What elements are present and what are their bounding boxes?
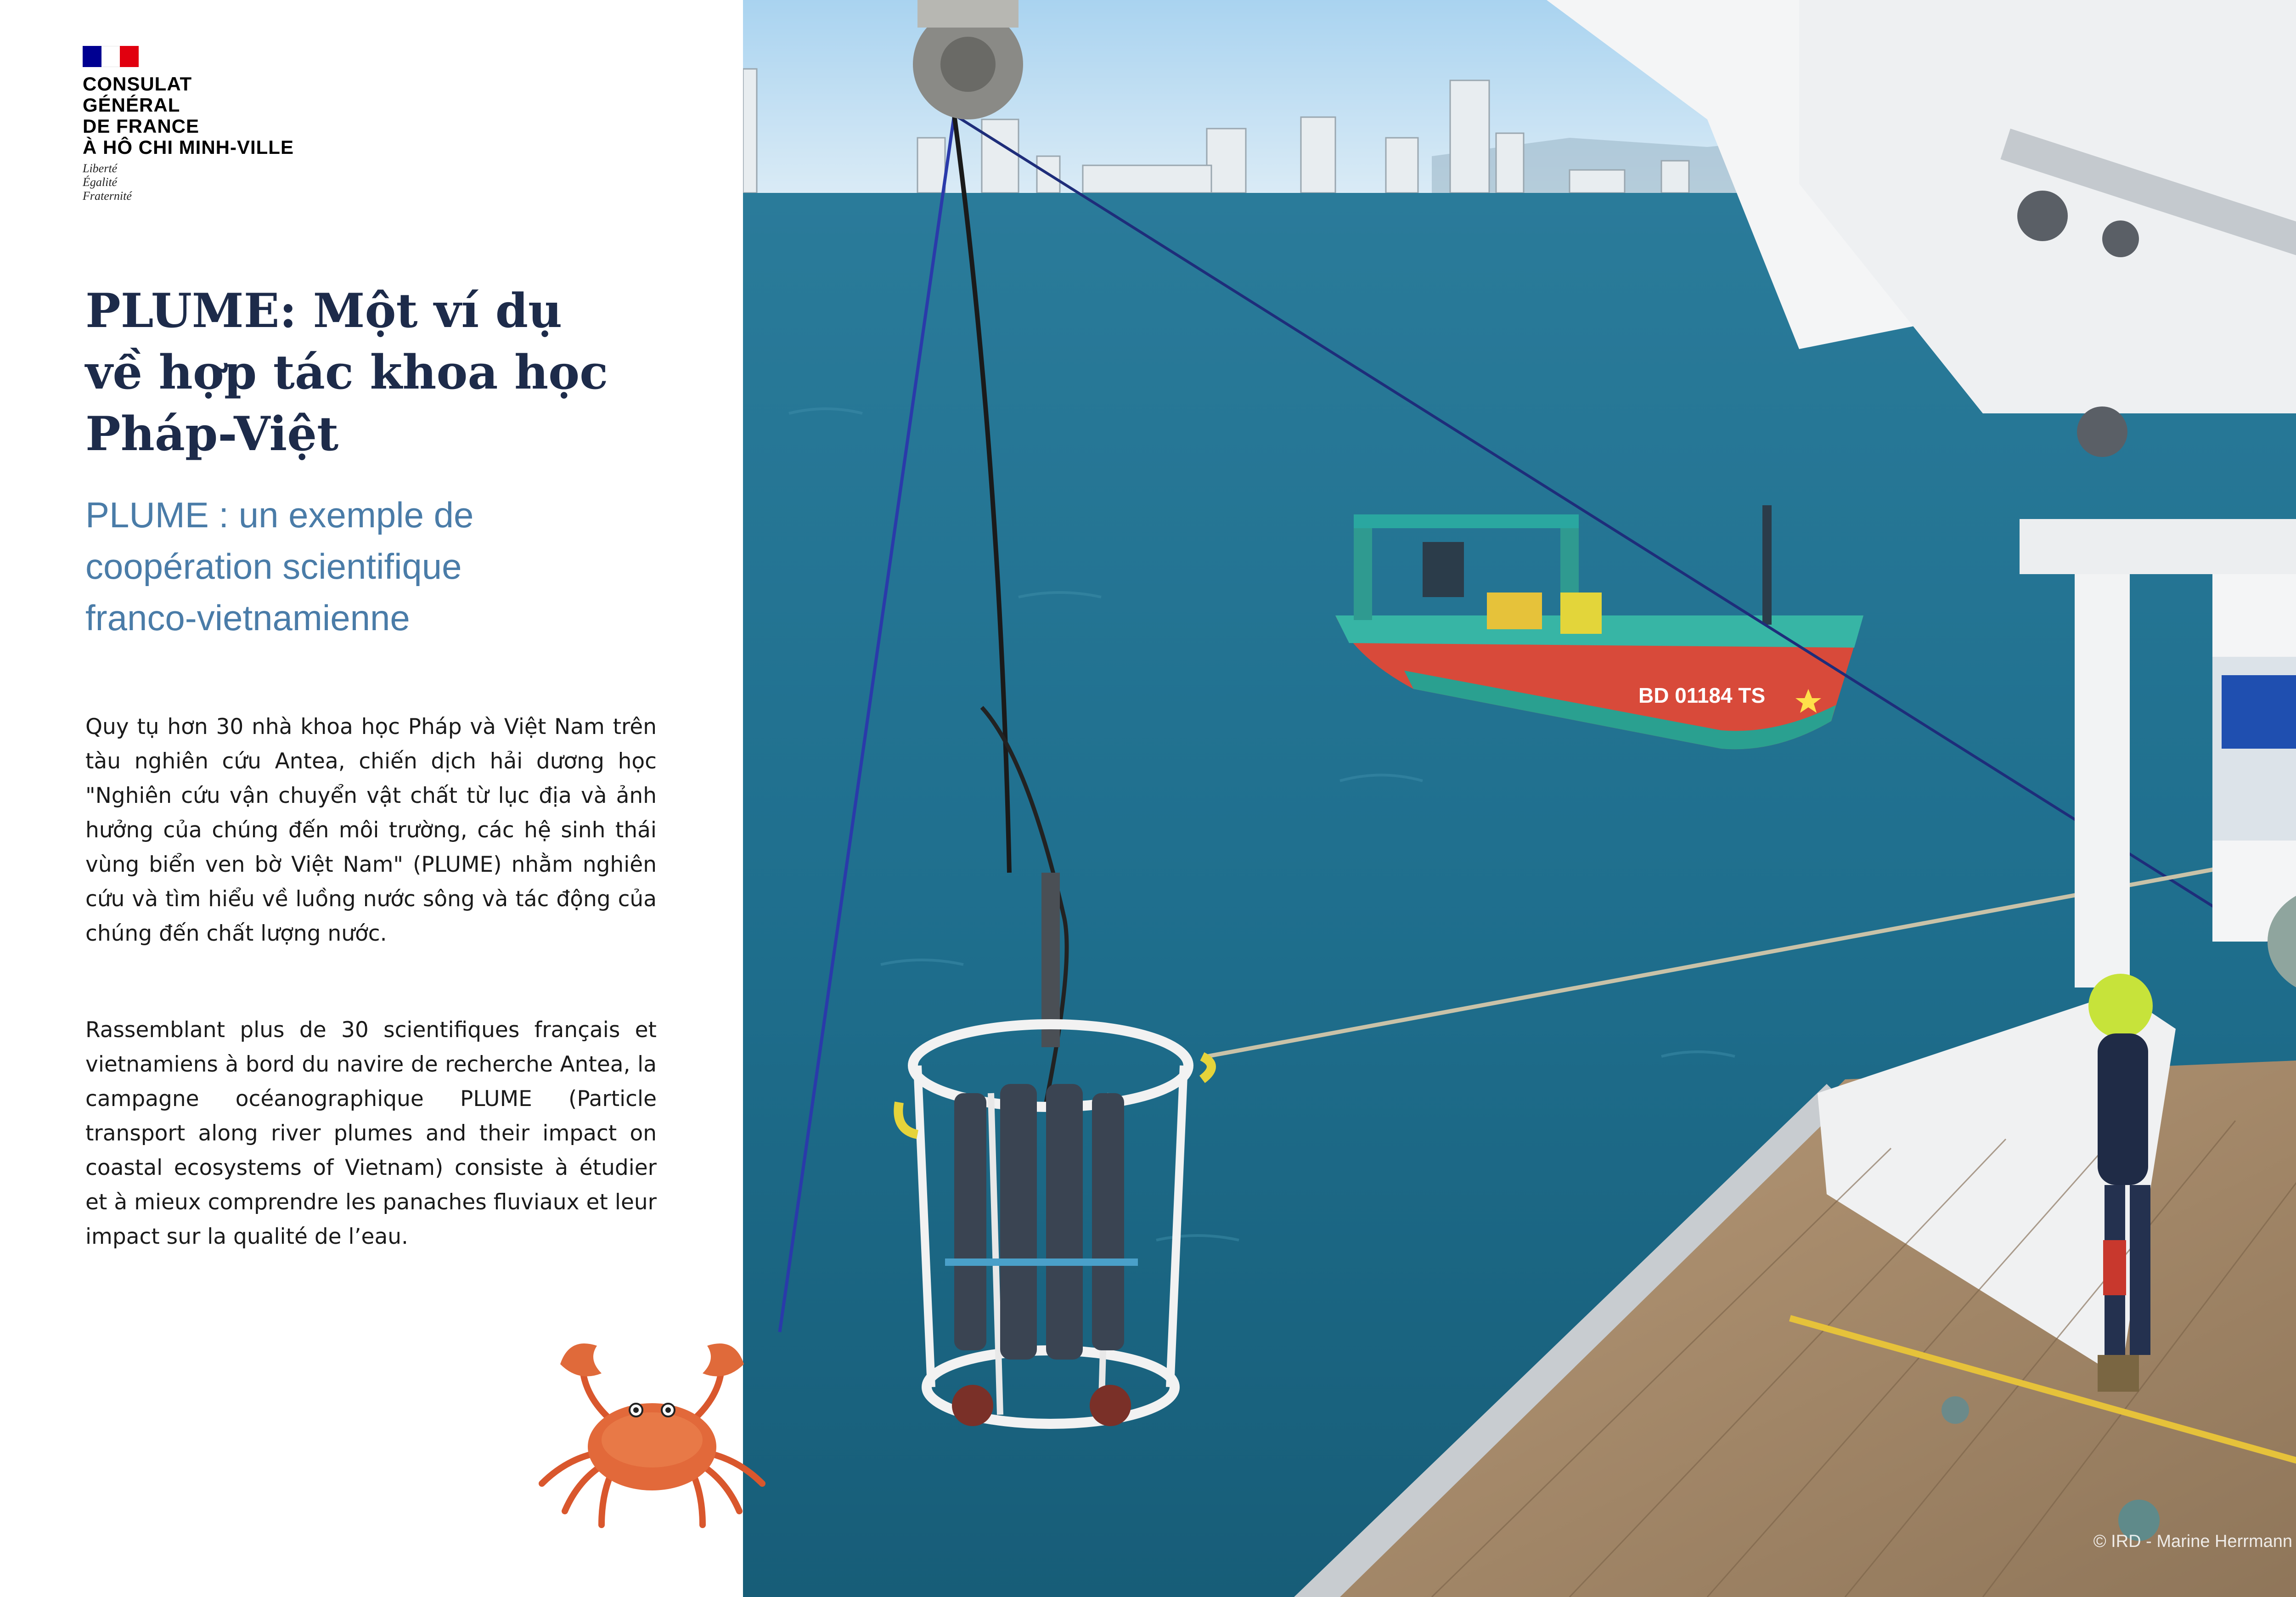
boat-registration: BD 01184 TS (1638, 683, 1766, 707)
body-paragraph-vietnamese: Quy tụ hơn 30 nhà khoa học Pháp và Việt Nam trên tàu nghiên cứu Antea, chiến dịch hải dương học "Nghiên cứu vận chuyển vật chất từ lục địa và ảnh hưởng của chúng đến môi trường, các hệ sinh thái vùng biển ven bờ Việt Nam" (PLUME) nhằm nghiên cứu và tìm hiểu về luồng nước sông và tác động của chúng đến chất lượng nước. (85, 714, 657, 946)
motto-line: Égalité (83, 175, 118, 189)
crab-illustration (514, 1332, 790, 1534)
consulate-name-line: DE FRANCE (83, 115, 200, 137)
consulate-name-line: CONSULAT (83, 73, 192, 95)
title-vietnamese (85, 280, 682, 465)
consulate-name (83, 73, 294, 158)
title-french-line: franco-vietnamienne (85, 598, 410, 638)
pulley-block (913, 0, 1023, 119)
motto-line: Liberté (83, 162, 118, 175)
consulate-name-line: GÉNÉRAL (83, 94, 180, 116)
republic-motto (83, 162, 294, 203)
title-french-line: PLUME : un exemple de (85, 495, 474, 535)
body-paragraph-french: Rassemblant plus de 30 scientifiques français et vietnamiens à bord du navire de recherche Antea, la campagne océanographique PLUME (Particle transport along river plumes and their impact on coastal ecosystems of Vietnam) consiste à étudier et à mieux comprendre les panaches fluviaux et leur impact sur la qualité de l’eau. (85, 1017, 657, 1249)
consulate-name-line: À HÔ CHI MINH-VILLE (83, 136, 294, 158)
title-vietnamese-line: Pháp-Việt (85, 406, 339, 462)
title-vietnamese-line: PLUME: Một ví dụ (85, 283, 563, 339)
photo-credit: © IRD - Marine Herrmann (2093, 1532, 2292, 1551)
french-flag-icon (83, 46, 139, 67)
title-french-line: coopération scientifique (85, 546, 462, 587)
title-vietnamese-line: về hợp tác khoa học (85, 345, 608, 400)
consulate-logo (83, 46, 294, 203)
motto-line: Fraternité (83, 189, 132, 203)
research-vessel-photo (743, 0, 2296, 1597)
title-french (85, 489, 682, 643)
